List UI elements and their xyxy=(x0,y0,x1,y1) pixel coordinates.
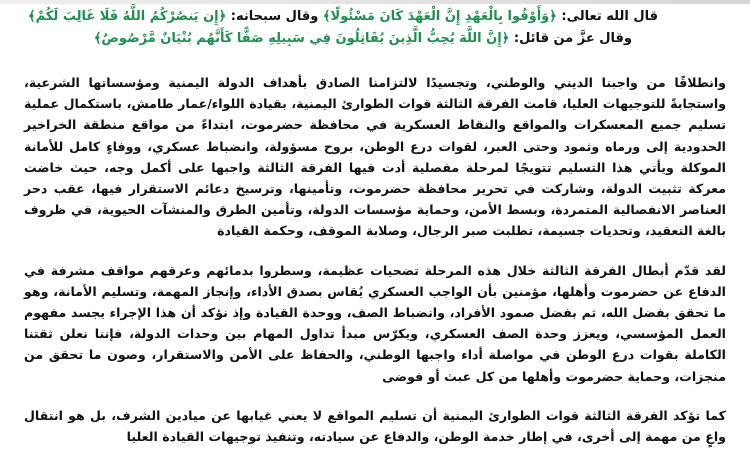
quote-line-2 xyxy=(94,30,632,48)
quote-line-1 xyxy=(28,8,658,26)
paragraph-1: وانطلاقًا من واجبنا الديني والوطني، وتجسيدًا لالتزامنا الصادق بأهداف الدولة اليمنية ومؤسساتها الشرعية، واستجابةً للتوجيهات العليا، قامت الفرقة الثالثة قوات الطوارئ اليمنية، بقيادة اللواء/عمار طامش، باستكمال عملية تسليم جميع المعسكرات والمواقع والنقاط العسكرية في محافظة حضرموت، ابتداءً من مواقع منطقة الخراخير الحدودية إلى ورماه وثمود وحتى العبر، لقوات درع الوطن، بروح مسؤولة، وانضباط عسكري، ووفاءٍ كامل للأمانة الموكلة ويأتي هذا التسليم تتويجًا لمرحلة مفصلية أدت فيها الفرقة الثالثة واجبها على أكمل وجه، حيث خاضت معركة تثبيت الدولة، وشاركت في تحرير محافظة حضرموت، وتأمينها، وترسيخ دعائم الاستقرار فيها، عقب دحر العناصر الانفصالية المتمردة، وبسط الأمن، وحماية مؤسسات الدولة، وتأمين الطرق والمنشآت الحيوية، في ظروف بالغة التعقيد، وتحديات جسيمة، تطلبت صبر الرجال، وصلابة الموقف، وحكمة القيادة xyxy=(24,75,726,239)
statement-body xyxy=(24,72,726,470)
quran-verse-c: ﴿إِنَّ اللَّهَ يُحِبُّ الَّذِينَ يُقَاتِلُونَ فِي سَبِيلِهِ صَفًّا كَأَنَّهُم بُنْيَانٌ مَّرْصُوصٌ﴾ xyxy=(93,31,510,46)
top-border-strip xyxy=(0,0,750,4)
paragraph-3: كما تؤكد الفرقة الثالثة قوات الطوارئ اليمنية أن تسليم المواقع لا يعني غيابها عن ميادين الشرف، بل هو انتقال واعٍ من مهمة إلى أخرى، في إطار خدمة الوطن، والدفاع عن سيادته، وتنفيذ توجيهات القيادة العليا xyxy=(24,407,726,445)
quote-intro-b: وقال سبحانه: xyxy=(230,9,319,24)
quran-verse-a: ﴿وَأَوْفُوا بِالْعَهْدِ إِنَّ الْعَهْدَ كَانَ مَسْئُولًا﴾ xyxy=(322,9,557,24)
quran-verse-b: ﴿إِن يَنصُرْكُمُ اللَّهُ فَلَا غَالِبَ لَكُمْ﴾ xyxy=(28,9,227,24)
quote-intro-a: قال الله تعالى: xyxy=(561,9,658,24)
quote-intro-c: وقال عزَّ من قائل: xyxy=(513,31,632,46)
paragraph-2: لقد قدّم أبطال الفرقة الثالثة خلال هذه المرحلة تضحيات عظيمة، وسطروا بدمائهم وعرقهم مواقف مشرفة في الدفاع عن حضرموت وأهلها، مؤمنين بأن الواجب العسكري يُقاس بصدق الأداء، وإنجاز المهمة، وتسليم الأمانة، وهو ما تحقق بفضل الله، ثم بفضل صمود الأفراد، وانضباط الصف، ووحدة القيادة وإذ نؤكد أن هذا الإجراء يجسد مفهوم العمل المؤسسي، ويعزز وحدة الصف العسكري، ويكرّس مبدأ تداول المهام بين وحدات الدولة، فإننا نعلن ثقتنا الكاملة بقوات درع الوطن في مواصلة أداء واجبها الوطني، والحفاظ على الأمن والاستقرار، وصون ما تحقق من منجزات، وحماية حضرموت وأهلها من كل عبث أو فوضى xyxy=(24,262,726,384)
